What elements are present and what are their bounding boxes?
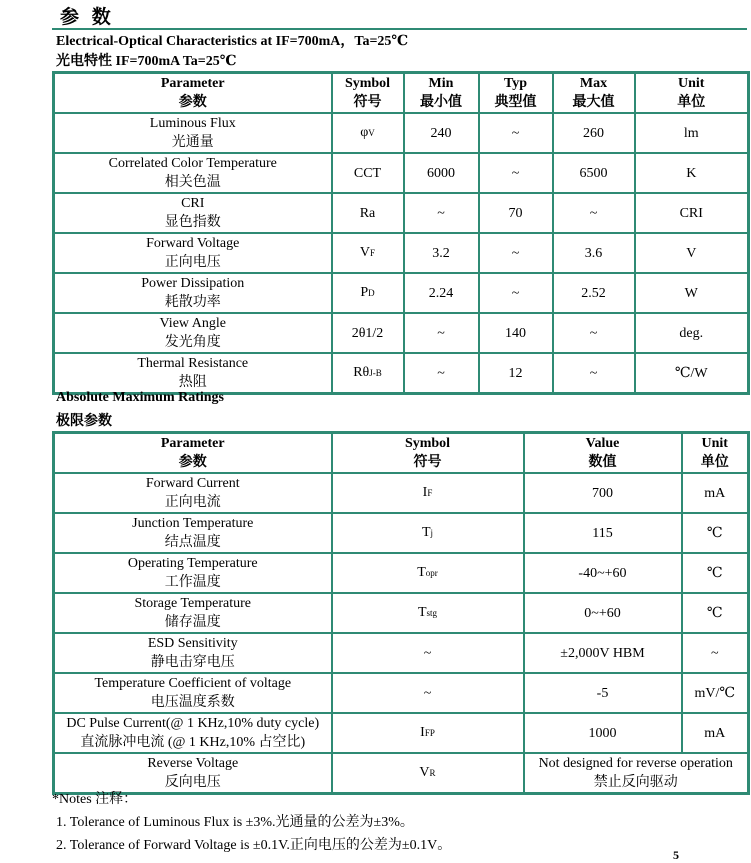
symbol-text: φ [360,125,369,140]
parameter-cell-en: Power Dissipation [141,276,245,291]
symbol-text: T [421,525,431,540]
unit-cell: V [635,233,749,273]
symbol-text: T [417,565,426,580]
absolute-maximum-ratings-table [52,431,750,795]
column-header [635,73,749,114]
min-cell: 3.2 [404,233,479,273]
typ-cell: ~ [479,113,553,153]
value-cell [524,633,682,673]
column-header-cn: 单位 [700,455,729,470]
column-header-en: Parameter [160,76,225,91]
parameter-cell [54,193,332,233]
value-cell [524,713,682,753]
max-cell: 260 [553,113,635,153]
parameter-cell-cn: 发光角度 [164,335,221,350]
column-header [404,73,479,114]
symbol-subscript: F [370,248,376,258]
unit-cell: ℃ [682,593,749,633]
parameter-cell-cn: 工作温度 [164,575,221,590]
symbol-text: V [359,245,371,260]
symbol-cell [332,713,524,753]
symbol-text: CCT [353,165,382,181]
parameter-cell-en: Operating Temperature [127,556,258,571]
column-header-cn: 符号 [353,95,382,110]
electrical-optical-table [52,71,750,395]
max-cell: ~ [553,353,635,394]
parameter-cell [54,593,332,633]
parameter-cell [54,553,332,593]
table-row [54,113,749,153]
symbol-cell [332,593,524,633]
column-header-cn: 数值 [588,455,617,470]
parameter-cell-en: Correlated Color Temperature [108,156,277,171]
column-header-cn: 最小值 [420,95,462,110]
unit-cell: mV/℃ [682,673,749,713]
max-cell: 6500 [553,153,635,193]
column-header-en: Symbol [404,436,451,451]
typ-cell: 70 [479,193,553,233]
parameter-cell-cn: 正向电流 [164,495,221,510]
column-header [332,73,404,114]
table-header-row [54,73,749,114]
parameter-cell-en: Forward Voltage [146,236,240,251]
symbol-cell [332,353,404,394]
parameter-cell-en: Forward Current [145,476,240,491]
value-cell [524,673,682,713]
column-header [682,433,749,474]
symbol-text: V [419,765,430,780]
symbol-subscript: D [368,288,375,298]
min-cell: ~ [404,193,479,233]
table-row [54,353,749,394]
table-row [54,633,749,673]
table-row [54,273,749,313]
column-header-en: Parameter [160,436,225,451]
amr-heading-cn: 极限参数 [56,414,112,429]
column-header-cn: 典型值 [494,95,537,110]
symbol-text: Ra [359,205,376,221]
unit-cell: mA [682,713,749,753]
parameter-cell-en: Junction Temperature [132,516,254,531]
unit-cell: ℃ [682,553,749,593]
table-row [54,233,749,273]
max-cell: ~ [553,313,635,353]
parameter-cell-cn: 储存温度 [164,615,221,630]
eo-heading-en: Electrical-Optical Characteristics at IF=700mA，Ta=25℃ [56,34,409,49]
symbol-text: ~ [423,685,432,701]
value-cell [524,593,682,633]
symbol-cell [332,673,524,713]
column-header [54,433,332,474]
unit-cell: ℃ [682,513,749,553]
parameter-cell [54,633,332,673]
column-header-en: Max [579,76,608,91]
column-header [479,73,553,114]
unit-cell: W [635,273,749,313]
table-row [54,193,749,233]
column-header [54,73,332,114]
parameter-cell-en: Luminous Flux [149,116,236,131]
parameter-cell-cn: 热阻 [178,375,207,390]
page-number: 5 [673,848,679,862]
value-text: Not designed for reverse operation [538,756,733,771]
column-header-en: Typ [503,76,528,91]
unit-cell: lm [635,113,749,153]
parameter-cell-cn: 耗散功率 [164,295,221,310]
symbol-cell [332,513,524,553]
max-cell: ~ [553,193,635,233]
parameter-cell-cn: 反向电压 [164,775,221,790]
column-header-en: Unit [701,436,728,451]
min-cell: ~ [404,353,479,394]
column-header-cn: 单位 [677,95,706,110]
symbol-subscript: FP [424,728,435,738]
parameter-cell [54,313,332,353]
typ-cell: ~ [479,153,553,193]
parameter-cell [54,673,332,713]
column-header-en: Symbol [344,76,391,91]
symbol-subscript: R [429,768,436,778]
symbol-subscript: stg [426,608,438,618]
value-cell [524,553,682,593]
value-cell [524,513,682,553]
symbol-text: P [360,285,369,300]
parameter-cell-en: DC Pulse Current(@ 1 KHz,10% duty cycle) [66,716,320,731]
parameter-cell-cn: 相关色温 [164,175,221,190]
parameter-cell-cn: 电压温度系数 [150,695,235,710]
table-row [54,153,749,193]
notes-title: *Notes 注释： [52,792,138,807]
parameter-cell-en: Storage Temperature [134,596,252,611]
unit-cell: ~ [682,633,749,673]
unit-cell: K [635,153,749,193]
table-header-row [54,433,749,474]
table-row [54,673,749,713]
symbol-subscript: F [427,488,433,498]
parameter-cell-en: Reverse Voltage [147,756,239,771]
symbol-subscript: V [368,128,375,138]
value-text: 1000 [588,725,617,741]
value-text: 115 [592,525,613,541]
parameter-cell-cn: 光通量 [171,135,214,150]
table-row [54,553,749,593]
min-cell: 240 [404,113,479,153]
parameter-cell [54,713,332,753]
table-row [54,313,749,353]
table-row [54,473,749,513]
parameter-cell-cn: 显色指数 [164,215,221,230]
value-cell [524,473,682,513]
parameter-cell [54,513,332,553]
column-header [332,433,524,474]
value-text: 700 [592,485,613,501]
symbol-cell [332,633,524,673]
parameter-cell [54,233,332,273]
parameter-cell-en: CRI [181,196,205,211]
column-header-cn: 符号 [413,455,442,470]
parameter-cell-cn: 直流脉冲电流 (@ 1 KHz,10% 占空比) [80,735,306,750]
column-header-cn: 参数 [178,95,207,110]
min-cell: 6000 [404,153,479,193]
column-header [524,433,682,474]
unit-cell: CRI [635,193,749,233]
symbol-text: Rθ [353,365,370,380]
symbol-text: I [422,485,428,500]
unit-cell: mA [682,473,749,513]
parameter-cell-cn: 结点温度 [164,535,221,550]
notes [52,788,451,857]
column-header-en: Unit [678,76,705,91]
max-cell: 2.52 [553,273,635,313]
value-text-cn: 禁止反向驱动 [593,775,678,790]
parameter-cell [54,353,332,394]
symbol-text: T [417,605,427,620]
section-title: 参 数 [60,7,115,28]
typ-cell: ~ [479,273,553,313]
symbol-cell [332,313,404,353]
min-cell: 2.24 [404,273,479,313]
column-header-cn: 参数 [178,455,207,470]
value-cell [524,753,749,794]
symbol-subscript: opr [425,568,438,578]
parameter-cell [54,153,332,193]
parameter-cell [54,473,332,513]
column-header-cn: 最大值 [572,95,615,110]
parameter-cell-en: ESD Sensitivity [147,636,238,651]
min-cell: ~ [404,313,479,353]
symbol-text: ~ [423,645,432,661]
parameter-cell-cn: 静电击穿电压 [150,655,235,670]
value-text: -5 [596,685,609,701]
column-header-en: Min [428,76,454,91]
note-item: 2. Tolerance of Forward Voltage is ±0.1V.正向电压的公差为±0.1V。 [56,838,452,853]
column-header-en: Value [585,436,620,451]
symbol-cell [332,553,524,593]
value-text: -40~+60 [578,565,627,581]
symbol-text: 2θ1/2 [351,325,384,341]
unit-cell: deg. [635,313,749,353]
parameter-cell-cn: 正向电压 [164,255,221,270]
typ-cell: ~ [479,233,553,273]
table-row [54,713,749,753]
value-text: ±2,000V HBM [560,645,645,661]
parameter-cell-en: Temperature Coefficient of voltage [94,676,292,691]
symbol-text: I [420,725,425,740]
column-header [553,73,635,114]
value-text: 0~+60 [584,605,621,621]
table-row [54,513,749,553]
parameter-cell-en: View Angle [159,316,226,331]
symbol-subscript: j [430,528,434,538]
typ-cell: 12 [479,353,553,394]
symbol-cell [332,473,524,513]
eo-heading-cn: 光电特性 IF=700mA Ta=25℃ [56,54,237,69]
unit-cell: ℃/W [635,353,749,394]
max-cell: 3.6 [553,233,635,273]
amr-heading-en: Absolute Maximum Ratings [56,390,225,405]
typ-cell: 140 [479,313,553,353]
note-item: 1. Tolerance of Luminous Flux is ±3%.光通量的公差为±3%。 [56,815,414,830]
symbol-cell [332,273,404,313]
parameter-cell [54,273,332,313]
symbol-cell [332,233,404,273]
table-row [54,593,749,633]
parameter-cell [54,113,332,153]
symbol-cell [332,193,404,233]
symbol-cell [332,113,404,153]
parameter-cell-en: Thermal Resistance [137,356,249,371]
symbol-subscript: J-B [369,368,382,378]
symbol-cell [332,153,404,193]
